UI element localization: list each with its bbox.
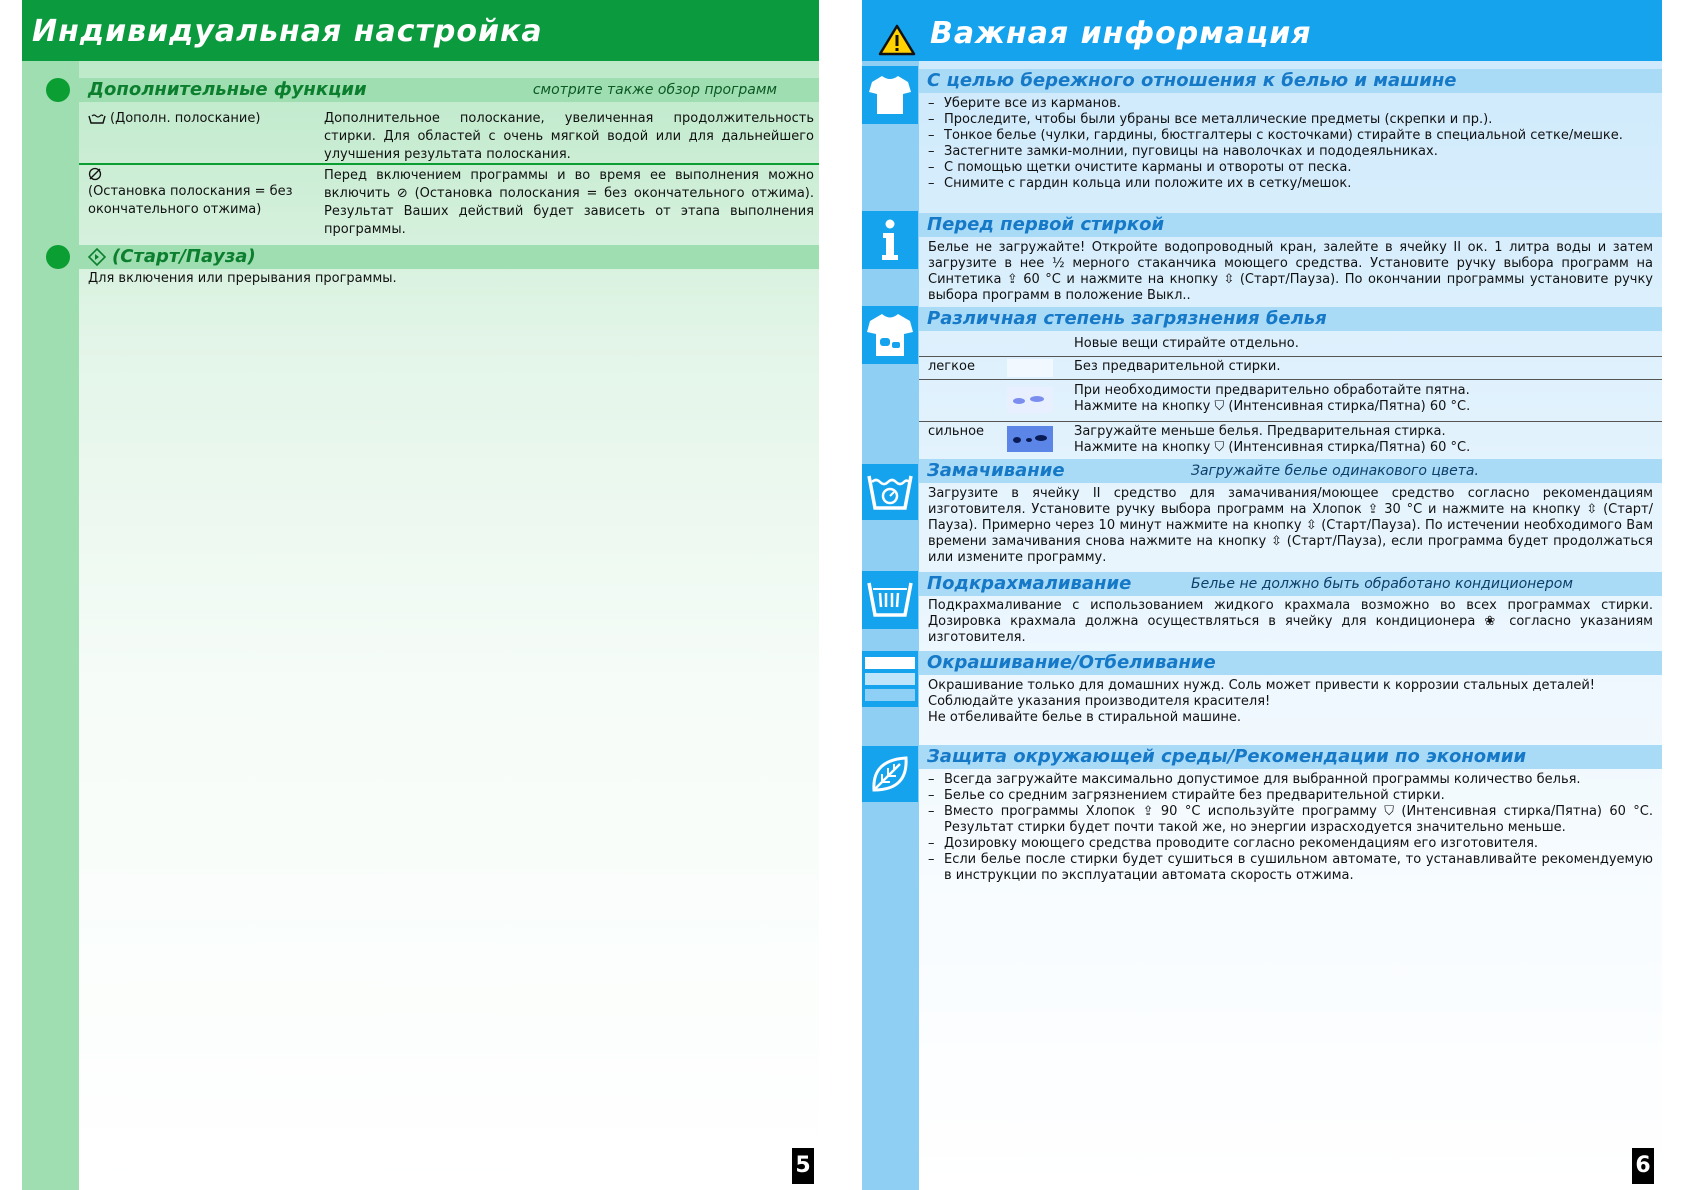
dye-header <box>919 651 1662 675</box>
eco-header <box>919 745 1662 769</box>
soiling-header <box>919 307 1662 331</box>
page-number: 5 <box>792 1148 814 1184</box>
start-pause-description: Для включения или прерывания программы. <box>88 271 397 286</box>
dye-title: Окрашивание/Отбеливание <box>927 652 1216 673</box>
divider <box>919 356 1662 357</box>
first-wash-text: Белье не загружайте! Откройте водопроводный кран, залейте в ячейку II ок. 1 литра воды и затем загрузите в нее ½ мерного стаканчика моющего средства. Установите ручку выбора программ на Синтетика ⇪ 60 °C и нажмите на кнопку ⇳ (Старт/Пауза). По окончании программы установите ручку выбора программ в положение Выкл.. <box>928 240 1653 303</box>
tshirt-icon <box>868 74 912 116</box>
soak-basin-icon <box>866 472 914 512</box>
section-bullet <box>46 245 70 269</box>
start-pause-icon <box>88 248 106 266</box>
list-item: – Если белье после стирки будет сушиться в сушильном автомате, то устанавливайте рекомендуемую в инструкции по эксплуатации автомата скорость отжима. <box>928 852 1653 884</box>
start-pause-title: (Старт/Пауза) <box>112 246 256 267</box>
list-item: – Уберите все из карманов. <box>928 96 1653 112</box>
soiling-row-medium: При необходимости предварительно обработайте пятна. Нажмите на кнопку ⛉ (Интенсивная стирка/Пятна) 60 °C. <box>919 383 1662 419</box>
soak-note: Загружайте белье одинакового цвета. <box>1191 463 1479 479</box>
first-wash-title: Перед первой стиркой <box>927 214 1165 235</box>
starch-title: Подкрахмаливание <box>927 573 1132 594</box>
list-item: – С помощью щетки очистите карманы и отвороты от песка. <box>928 160 1653 176</box>
dye-icon-box <box>862 651 918 707</box>
right-page-title: Важная информация <box>930 16 1312 51</box>
soiling-row-heavy: сильное Загружайте меньше белья. Предварительная стирка. Нажмите на кнопку ⛉ (Интенсивная стирка/Пятна) 60 °C. <box>928 424 1471 455</box>
eco-icon-box <box>862 746 918 802</box>
rinse-icon <box>88 113 106 125</box>
starch-basin-icon <box>866 579 914 619</box>
starch-header <box>919 572 1662 596</box>
left-page <box>22 0 819 1190</box>
eco-title: Защита окружающей среды/Рекомендации по экономии <box>927 746 1527 767</box>
soak-text: Загрузите в ячейку II средство для замачивания/моющее средство согласно рекомендациям изготовителя. Установите ручку выбора программ на Хлопок ⇪ 30 °C и нажмите на кнопку ⇳ (Старт/Пауза). Примерно через 10 минут нажмите на кнопку ⇳ (Старт/Пауза). По истечении необходимого Вам времени замачивания снова нажмите на кнопку ⇳ (Старт/Пауза), если программа будет продолжаться или измените программу. <box>928 486 1653 565</box>
list-item: – Застегните замки-молнии, пуговицы на наволочках и пододеяльниках. <box>928 144 1653 160</box>
info-icon-box <box>862 211 918 269</box>
extra-functions-title: Дополнительные функции <box>88 79 367 100</box>
soiling-title: Различная степень загрязнения белья <box>927 308 1327 329</box>
leaf-icon <box>868 752 912 796</box>
soiling-row-new: Новые вещи стирайте отдельно. <box>1074 336 1299 351</box>
stain-swatch-medium <box>1007 387 1053 413</box>
right-page-header <box>862 0 1662 61</box>
extra-functions-header <box>79 78 819 102</box>
no-spin-function-description: Перед включением программы и во время ее выполнения можно включить ⊘ (Остановка полоскания = без окончательного отжима). Результат Ваших действий будет зависеть от этапа выполнения программы. <box>324 168 814 237</box>
list-item: – Вместо программы Хлопок ⇪ 90 °C используйте программу ⛉ (Интенсивная стирка/Пятна) 60 °C. Результат стирки будет почти такой же, но энергии израсходуется значительно меньше. <box>928 804 1653 836</box>
stain-swatch-light <box>1007 359 1053 377</box>
right-page <box>862 0 1662 1190</box>
rinse-function-label: (Дополн. полоскание) <box>88 110 318 128</box>
divider <box>919 379 1662 380</box>
care-header <box>919 69 1662 93</box>
warning-icon <box>878 24 916 56</box>
soiling-row-light: легкое Без предварительной стирки. <box>919 359 1662 379</box>
care-title: С целью бережного отношения к белью и машине <box>927 70 1457 91</box>
left-page-header <box>22 0 819 61</box>
eco-list <box>928 772 1653 884</box>
list-item: – Снимите с гардин кольца или положите их в сетку/мешок. <box>928 176 1653 192</box>
divider <box>919 421 1662 422</box>
page-number: 6 <box>1632 1148 1654 1184</box>
care-icon-box <box>862 66 918 124</box>
extra-functions-note: смотрите также обзор программ <box>532 82 777 98</box>
no-spin-function-label: (Остановка полоскания = без окончательного отжима) <box>88 167 318 219</box>
list-item: – Проследите, чтобы были убраны все металлические предметы (скрепки и пр.). <box>928 112 1653 128</box>
first-wash-header <box>919 213 1662 237</box>
dye-stripes-icon <box>865 657 915 701</box>
left-page-title: Индивидуальная настройка <box>32 14 543 49</box>
info-icon <box>880 219 900 261</box>
stain-swatch-heavy <box>1007 426 1053 452</box>
care-list <box>928 96 1653 192</box>
rinse-function-description: Дополнительное полоскание, увеличенная продолжительность стирки. Для областей с очень мягкой водой или для дальнейшего улучшения результата полоскания. <box>324 111 814 162</box>
list-item: – Тонкое белье (чулки, гардины, бюстгалтеры с косточками) стирайте в специальной сетке/мешке. <box>928 128 1653 144</box>
no-spin-icon <box>88 167 102 181</box>
list-item: – Белье со средним загрязнением стирайте без предварительной стирки. <box>928 788 1653 804</box>
stained-shirt-icon <box>866 312 914 358</box>
soak-header <box>919 459 1662 483</box>
list-item: – Дозировку моющего средства проводите согласно рекомендациям его изготовителя. <box>928 836 1653 852</box>
divider <box>79 163 819 165</box>
list-item: – Всегда загружайте максимально допустимое для выбранной программы количество белья. <box>928 772 1653 788</box>
start-pause-header <box>79 245 819 269</box>
soak-icon-box <box>862 464 918 520</box>
dye-text: Окрашивание только для домашних нужд. Соль может привести к коррозии стальных деталей! Соблюдайте указания производителя красителя! Не отбеливайте белье в стиральной машине. <box>928 678 1595 725</box>
starch-note: Белье не должно быть обработано кондиционером <box>1191 576 1573 592</box>
starch-icon-box <box>862 571 918 629</box>
section-bullet <box>46 78 70 102</box>
soak-title: Замачивание <box>927 460 1065 481</box>
starch-text: Подкрахмаливание с использованием жидкого крахмала возможно во всех программах стирки. Дозировка крахмала должна осуществляться в ячейку для кондиционера ❀ согласно указаниям изготовителя. <box>928 598 1653 645</box>
soiling-icon-box <box>862 306 918 364</box>
left-side-strip <box>22 61 79 1190</box>
